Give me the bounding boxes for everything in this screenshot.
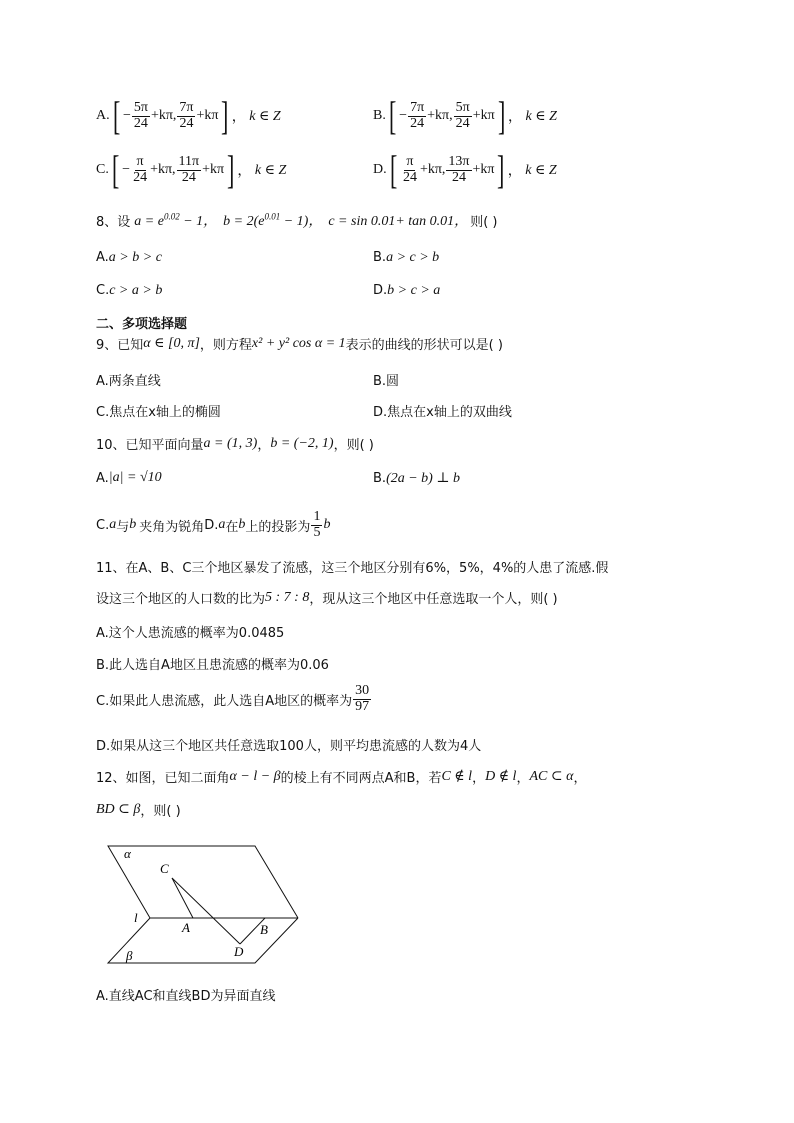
q8-option-d[interactable]: D.b > c > a <box>373 283 441 298</box>
q11-option-c[interactable]: C.如果此人患流感，此人选自A地区的概率为 $\frac{30}{97}$ <box>96 683 370 714</box>
label-l: l <box>134 910 138 925</box>
label-B: B <box>260 922 268 937</box>
section-heading: 二、多项选择题 <box>96 317 188 332</box>
q9-option-a[interactable]: A.两条直线 <box>96 374 161 389</box>
q7-a-cond: k ∈ Z <box>249 108 281 124</box>
q11-line1: 11、在A、B、C三个地区暴发了流感，这三个地区分别有6%，5%，4%的人患了流感.假 <box>96 561 609 576</box>
q8-option-c[interactable]: C.c > a > b <box>96 283 163 298</box>
label-alpha: α <box>124 846 131 861</box>
q10-stem: 10、已知平面向量 a = (1, 3) ， b = (−2, 1) ，则( ) <box>96 435 374 453</box>
q10-option-a[interactable]: A. |a| = √10 <box>96 470 162 486</box>
q7-option-c[interactable]: C. [ − $\frac{\pi}{24}$ +kπ , $\frac{11\pi}{24}$ +kπ ] ， k ∈ Z <box>96 147 287 192</box>
q9-option-b[interactable]: B.圆 <box>373 374 400 389</box>
q9-option-c[interactable]: C.焦点在x轴上的椭圆 <box>96 405 221 420</box>
label-D: D <box>234 944 244 959</box>
q7-option-d[interactable]: D. [ $\frac{\pi}{24}$ +kπ , $\frac{13\pi}{24}$ +kπ ] ， k ∈ Z <box>373 147 557 192</box>
q11-line2: 设这三个地区的人口数的比为 5 : 7 : 8 ，现从这三个地区中任意选取一个人，则( ) <box>96 589 558 607</box>
q11-option-b[interactable]: B.此人选自A地区且患流感的概率为0.06 <box>96 658 329 673</box>
q8-option-a[interactable]: A.a > b > c <box>96 250 162 265</box>
q8-option-b[interactable]: B.a > c > b <box>373 250 440 265</box>
q9-stem: 9、已知 α ∈ [0, π] ，则方程 x² + y² cos α = 1 表示的曲线的形状可以是( ) <box>96 335 503 353</box>
dihedral-angle-figure <box>100 838 310 968</box>
q7-a-frac1: $\frac{5\pi}{24}$ <box>133 99 148 131</box>
q12-line2: BD ⊂ β ，则( ) <box>96 802 181 819</box>
q7-option-a[interactable]: A. [ − $\frac{5\pi}{24}$ +kπ , $\frac{7\pi}{24}$ +kπ ] ， k ∈ Z <box>96 93 281 138</box>
q10-option-d[interactable]: D. a 在 b 上的投影为 $\frac{1}{5}$ b <box>204 509 331 540</box>
q12-option-a[interactable]: A.直线AC和直线BD为异面直线 <box>96 989 276 1004</box>
label-C: C <box>160 861 169 876</box>
q8-stem: 8、设 $a = e^{0.02} - 1$， $b = 2(e^{0.01} - 1)$， c = sin 0.01+ tan 0.01， 则( ) <box>96 211 498 230</box>
q11-option-d[interactable]: D.如果从这三个地区共任意选取100人，则平均患流感的人数为4人 <box>96 739 482 754</box>
label-A: A <box>182 920 190 935</box>
q7-a-label: A. <box>96 108 110 123</box>
q10-option-b[interactable]: B. (2a − b) ⊥ b <box>373 471 460 486</box>
q7-a-frac2: $\frac{7\pi}{24}$ <box>179 99 194 131</box>
label-beta: β <box>126 948 133 963</box>
q11-option-a[interactable]: A.这个人患流感的概率为0.0485 <box>96 626 285 641</box>
q7-option-b[interactable]: B. [ − $\frac{7\pi}{24}$ +kπ , $\frac{5\pi}{24}$ +kπ ] ， k ∈ Z <box>373 93 557 138</box>
q12-line1: 12、如图，已知二面角 α − l − β 的棱上有不同两点A和B，若 C ∉ l ， D ∉ l ， AC ⊂ α ， <box>96 768 587 786</box>
segment-CA <box>172 878 193 918</box>
plane-alpha <box>108 846 298 918</box>
q9-option-d[interactable]: D.焦点在x轴上的双曲线 <box>373 405 512 420</box>
q10-option-c[interactable]: C. a 与 b 夹角为锐角 D. a 在 b 上的投影为 $\frac{1}{5}$ b <box>96 509 331 540</box>
